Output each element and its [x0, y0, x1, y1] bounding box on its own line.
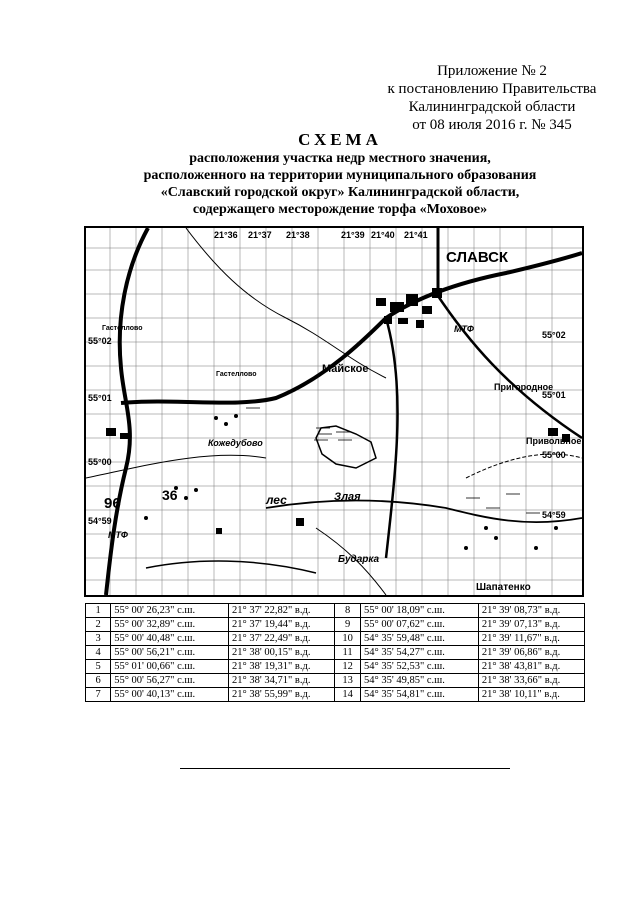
map-paper [86, 228, 582, 595]
coordinate-cell-lat: 55° 00' 40,13" с.ш. [111, 688, 229, 702]
coordinate-row [86, 646, 585, 660]
coordinate-cell-lon: 21° 37' 19,44" в.д. [229, 618, 335, 632]
coordinate-cell-n2: 14 [335, 688, 361, 702]
label-kozhedubovo: Кожедубово [208, 438, 263, 448]
label-budarka: Бударка [338, 554, 380, 565]
coordinate-cell-n: 5 [86, 660, 111, 674]
coordinate-cell-lon2: 21° 39' 08,73" в.д. [478, 604, 584, 618]
tick-top-0: 21°36 [214, 230, 238, 240]
coordinate-cell-lat2: 54° 35' 49,85" с.ш. [361, 674, 479, 688]
coordinate-cell-lon2: 21° 38' 10,11" в.д. [478, 688, 584, 702]
tick-left-0: 55°02 [88, 336, 112, 346]
appendix-line-3: Калининградской области [408, 99, 576, 115]
appendix-header [372, 62, 612, 134]
coordinate-cell-n2: 12 [335, 660, 361, 674]
coordinate-cell-lat: 55° 00' 56,21" с.ш. [111, 646, 229, 660]
document-title [80, 130, 600, 218]
coordinate-cell-n2: 13 [335, 674, 361, 688]
coordinate-row [86, 674, 585, 688]
label-maiskoe: Майское [322, 363, 369, 375]
label-mtf-2: МТФ [108, 530, 128, 540]
coordinate-cell-n: 1 [86, 604, 111, 618]
coordinate-cell-lon: 21° 37' 22,49" в.д. [229, 632, 335, 646]
tick-right-0: 55°02 [542, 330, 566, 340]
coordinate-cell-lon2: 21° 39' 07,13" в.д. [478, 618, 584, 632]
label-privolnoe: Привольное [526, 436, 582, 446]
coordinate-cell-n: 3 [86, 632, 111, 646]
coordinate-cell-lat2: 54° 35' 59,48" с.ш. [361, 632, 479, 646]
coordinates-table [85, 603, 585, 702]
coordinate-cell-lon: 21° 38' 00,15" в.д. [229, 646, 335, 660]
coordinate-cell-n: 6 [86, 674, 111, 688]
coordinate-cell-lon: 21° 38' 19,31" в.д. [229, 660, 335, 674]
label-shapatenko: Шапатенко [476, 582, 531, 593]
coordinate-cell-lat: 55° 00' 26,23" с.ш. [111, 604, 229, 618]
coordinate-cell-lat: 55° 01' 00,66" с.ш. [111, 660, 229, 674]
coordinate-cell-n2: 9 [335, 618, 361, 632]
signature-line [180, 768, 510, 769]
coordinate-cell-lon: 21° 37' 22,82" в.д. [229, 604, 335, 618]
coordinate-cell-n2: 8 [335, 604, 361, 618]
label-36: 36 [162, 487, 178, 503]
tick-top-3: 21°39 [341, 230, 365, 240]
coordinate-row [86, 632, 585, 646]
coordinate-row [86, 660, 585, 674]
appendix-line-2: к постановлению Правительства [387, 81, 597, 97]
tick-right-1: 55°01 [542, 390, 566, 400]
coordinate-cell-lon2: 21° 39' 11,67" в.д. [478, 632, 584, 646]
coordinate-cell-lat: 55° 00' 56,27" с.ш. [111, 674, 229, 688]
appendix-line-1: Приложение № 2 [437, 63, 547, 79]
label-les: лес [266, 493, 287, 507]
title-line-2: расположенного на территории муниципального образования [143, 168, 537, 183]
coordinate-cell-lat2: 55° 00' 07,62" с.ш. [361, 618, 479, 632]
label-96: 96 [104, 495, 121, 512]
label-gastellovo-2: Гастеллово [216, 371, 257, 378]
coordinate-cell-lat: 55° 00' 40,48" с.ш. [111, 632, 229, 646]
appendix-line-4: от 08 июля 2016 г. № 345 [412, 117, 572, 133]
tick-top-1: 21°37 [248, 230, 272, 240]
label-prigorodnoe: Пригородное [494, 382, 554, 392]
map-svg [86, 228, 582, 595]
tick-left-2: 55°00 [88, 457, 112, 467]
topographic-map [84, 226, 584, 597]
title-line-3: «Славский городской округ» Калининградской области, [160, 185, 520, 200]
coordinate-cell-lat2: 54° 35' 54,81" с.ш. [361, 688, 479, 702]
label-slavsk: СЛАВСК [446, 249, 509, 266]
coordinate-cell-lat2: 54° 35' 52,53" с.ш. [361, 660, 479, 674]
title-main: СХЕМА [298, 130, 382, 149]
tick-top-4: 21°40 [371, 230, 395, 240]
coordinate-cell-n: 2 [86, 618, 111, 632]
coordinate-cell-lat2: 54° 35' 54,27" с.ш. [361, 646, 479, 660]
coordinates-table-body [86, 604, 585, 702]
tick-right-3: 54°59 [542, 510, 566, 520]
coordinate-cell-n2: 11 [335, 646, 361, 660]
coordinate-cell-n: 7 [86, 688, 111, 702]
coordinate-cell-lon2: 21° 39' 06,86" в.д. [478, 646, 584, 660]
tick-right-2: 55°00 [542, 450, 566, 460]
label-mtf-1: МТФ [454, 324, 474, 334]
coordinate-row [86, 618, 585, 632]
coordinate-cell-lat: 55° 00' 32,89" с.ш. [111, 618, 229, 632]
tick-top-5: 21°41 [404, 230, 428, 240]
label-gastellovo: Гастеллово [102, 325, 143, 332]
coordinate-cell-lon: 21° 38' 55,99" в.д. [229, 688, 335, 702]
coordinate-cell-lon2: 21° 38' 43,81" в.д. [478, 660, 584, 674]
coordinate-cell-lat2: 55° 00' 18,09" с.ш. [361, 604, 479, 618]
coordinate-cell-n2: 10 [335, 632, 361, 646]
title-line-4: содержащего месторождение торфа «Моховое» [192, 202, 488, 217]
title-line-1: расположения участка недр местного значения, [189, 151, 491, 166]
tick-left-3: 54°59 [88, 516, 112, 526]
tick-top-2: 21°38 [286, 230, 310, 240]
coordinate-cell-lon2: 21° 38' 33,66" в.д. [478, 674, 584, 688]
coordinate-cell-n: 4 [86, 646, 111, 660]
coordinate-row [86, 604, 585, 618]
coordinate-cell-lon: 21° 38' 34,71" в.д. [229, 674, 335, 688]
tick-left-1: 55°01 [88, 393, 112, 403]
label-zlaya: Злая [334, 491, 361, 503]
coordinate-row [86, 688, 585, 702]
